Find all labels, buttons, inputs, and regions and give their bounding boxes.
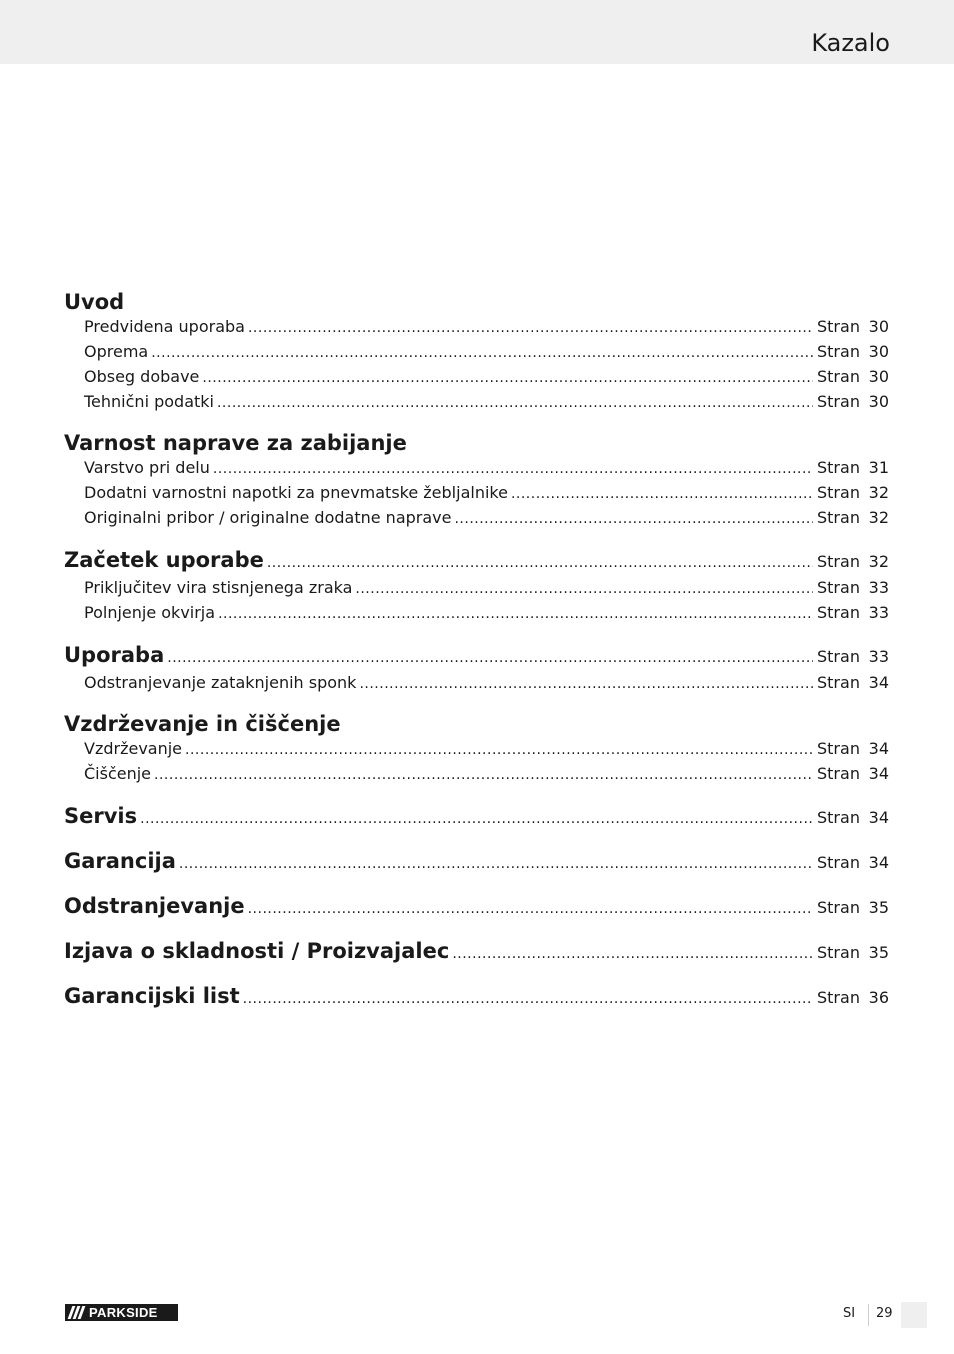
page-reference xyxy=(817,600,889,625)
page-number-ref: 34 xyxy=(868,808,889,827)
dot-leader xyxy=(355,577,813,602)
toc-entry[interactable] xyxy=(64,389,889,414)
entry-label: Čiščenje xyxy=(84,764,152,783)
dot-leader xyxy=(511,482,813,507)
page-prefix: Stran xyxy=(817,673,860,692)
dot-leader xyxy=(154,763,813,788)
toc-section-heading[interactable] xyxy=(64,710,889,736)
page-reference xyxy=(817,364,889,389)
entry-label: Oprema xyxy=(84,342,149,361)
toc-section xyxy=(64,891,889,921)
page-reference xyxy=(817,455,889,480)
entry-label: Originalni pribor / originalne dodatne naprave xyxy=(84,508,452,527)
toc-entry[interactable] xyxy=(64,761,889,786)
page-reference xyxy=(817,339,889,364)
page-reference xyxy=(817,642,889,672)
page-title: Kazalo xyxy=(811,29,890,57)
toc-entry[interactable] xyxy=(64,575,889,600)
section-title: Odstranjevanje xyxy=(64,894,245,918)
page-number-ref: 30 xyxy=(868,392,889,411)
page-prefix: Stran xyxy=(817,552,860,571)
toc-entry[interactable] xyxy=(64,670,889,695)
entry-label: Tehnični podatki xyxy=(84,392,214,411)
toc-entry[interactable] xyxy=(64,314,889,339)
entry-label: Priključitev vira stisnjenega zraka xyxy=(84,578,353,597)
page-prefix: Stran xyxy=(817,458,860,477)
dot-leader xyxy=(213,457,813,482)
page-number-ref: 30 xyxy=(868,367,889,386)
dot-leader xyxy=(218,602,813,627)
toc-section xyxy=(64,710,889,786)
page-prefix: Stran xyxy=(817,342,860,361)
page-number-ref: 36 xyxy=(868,988,889,1007)
language-code: SI xyxy=(843,1306,856,1321)
dot-leader xyxy=(140,804,813,834)
toc-section xyxy=(64,545,889,625)
page-prefix: Stran xyxy=(817,392,860,411)
toc-section-heading[interactable] xyxy=(64,640,889,670)
page-reference xyxy=(817,670,889,695)
entry-label: Obseg dobave xyxy=(84,367,200,386)
page-reference xyxy=(817,314,889,339)
entry-label: Vzdrževanje xyxy=(84,739,183,758)
section-title: Garancija xyxy=(64,849,176,873)
page-reference xyxy=(817,575,889,600)
page-number: 29 xyxy=(876,1306,893,1321)
entry-label: Dodatni varnostni napotki za pnevmatske žebljalnike xyxy=(84,483,508,502)
toc-section-heading[interactable] xyxy=(64,545,889,575)
dot-leader xyxy=(454,507,813,532)
dot-leader xyxy=(267,548,813,578)
page-reference xyxy=(817,505,889,530)
page-reference xyxy=(817,803,889,833)
page-prefix: Stran xyxy=(817,943,860,962)
page-number-ref: 33 xyxy=(868,603,889,622)
toc-entry[interactable] xyxy=(64,480,889,505)
page-number-ref: 34 xyxy=(868,853,889,872)
brand-logo xyxy=(65,1304,178,1321)
section-title: Varnost naprave za zabijanje xyxy=(64,431,407,455)
page-prefix: Stran xyxy=(817,764,860,783)
page-prefix: Stran xyxy=(817,808,860,827)
dot-leader xyxy=(167,643,813,673)
page-prefix: Stran xyxy=(817,988,860,1007)
page-reference xyxy=(817,848,889,878)
entry-label: Varstvo pri delu xyxy=(84,458,210,477)
page-prefix: Stran xyxy=(817,739,860,758)
footer-divider xyxy=(868,1304,869,1326)
table-of-contents xyxy=(64,288,889,1026)
dot-leader xyxy=(151,341,813,366)
brand-name: PARKSIDE xyxy=(89,1305,158,1320)
toc-entry[interactable] xyxy=(64,455,889,480)
toc-section xyxy=(64,981,889,1011)
toc-entry[interactable] xyxy=(64,600,889,625)
toc-entry[interactable] xyxy=(64,339,889,364)
page-reference xyxy=(817,547,889,577)
page-number-ref: 34 xyxy=(868,739,889,758)
page-tab-marker xyxy=(901,1302,927,1328)
entry-label: Polnjenje okvirja xyxy=(84,603,216,622)
page-reference xyxy=(817,389,889,414)
toc-entry[interactable] xyxy=(64,505,889,530)
section-title: Izjava o skladnosti / Proizvajalec xyxy=(64,939,450,963)
toc-section-heading[interactable] xyxy=(64,891,889,921)
page-number-ref: 35 xyxy=(868,898,889,917)
page-prefix: Stran xyxy=(817,603,860,622)
section-title: Servis xyxy=(64,804,138,828)
page-prefix: Stran xyxy=(817,508,860,527)
toc-section-heading[interactable] xyxy=(64,429,889,455)
toc-section xyxy=(64,936,889,966)
page-reference xyxy=(817,736,889,761)
logo-stripes-icon xyxy=(65,1304,87,1321)
dot-leader xyxy=(452,939,813,969)
page-prefix: Stran xyxy=(817,898,860,917)
page-number-ref: 32 xyxy=(868,483,889,502)
page-reference xyxy=(817,761,889,786)
section-title: Uvod xyxy=(64,290,125,314)
dot-leader xyxy=(179,849,813,879)
toc-section-heading[interactable] xyxy=(64,936,889,966)
toc-section xyxy=(64,846,889,876)
page-prefix: Stran xyxy=(817,317,860,336)
page-number-ref: 30 xyxy=(868,342,889,361)
toc-section-heading[interactable] xyxy=(64,288,889,314)
toc-section-heading[interactable] xyxy=(64,981,889,1011)
toc-section-heading[interactable] xyxy=(64,846,889,876)
page-number-ref: 32 xyxy=(868,508,889,527)
section-title: Uporaba xyxy=(64,643,165,667)
page-reference xyxy=(817,938,889,968)
dot-leader xyxy=(202,366,813,391)
dot-leader xyxy=(243,984,813,1014)
dot-leader xyxy=(217,391,813,416)
page-prefix: Stran xyxy=(817,853,860,872)
section-title: Začetek uporabe xyxy=(64,548,264,572)
page-number-ref: 34 xyxy=(868,764,889,783)
page-number-ref: 30 xyxy=(868,317,889,336)
toc-section-heading[interactable] xyxy=(64,801,889,831)
page-prefix: Stran xyxy=(817,483,860,502)
page-number-ref: 31 xyxy=(868,458,889,477)
page-number-ref: 32 xyxy=(868,552,889,571)
page-number-ref: 33 xyxy=(868,647,889,666)
toc-section xyxy=(64,801,889,831)
entry-label: Predvidena uporaba xyxy=(84,317,245,336)
page-prefix: Stran xyxy=(817,578,860,597)
section-title: Vzdrževanje in čiščenje xyxy=(64,712,341,736)
dot-leader xyxy=(185,738,813,763)
page-prefix: Stran xyxy=(817,647,860,666)
toc-entry[interactable] xyxy=(64,736,889,761)
toc-section xyxy=(64,640,889,695)
page-number-ref: 33 xyxy=(868,578,889,597)
page-reference xyxy=(817,893,889,923)
section-title: Garancijski list xyxy=(64,984,240,1008)
dot-leader xyxy=(248,316,813,341)
page-prefix: Stran xyxy=(817,367,860,386)
toc-section xyxy=(64,288,889,414)
toc-entry[interactable] xyxy=(64,364,889,389)
page-number-ref: 35 xyxy=(868,943,889,962)
page-reference xyxy=(817,480,889,505)
page-number-ref: 34 xyxy=(868,673,889,692)
dot-leader xyxy=(359,672,813,697)
dot-leader xyxy=(248,894,813,924)
page-reference xyxy=(817,983,889,1013)
entry-label: Odstranjevanje zataknjenih sponk xyxy=(84,673,357,692)
toc-section xyxy=(64,429,889,530)
